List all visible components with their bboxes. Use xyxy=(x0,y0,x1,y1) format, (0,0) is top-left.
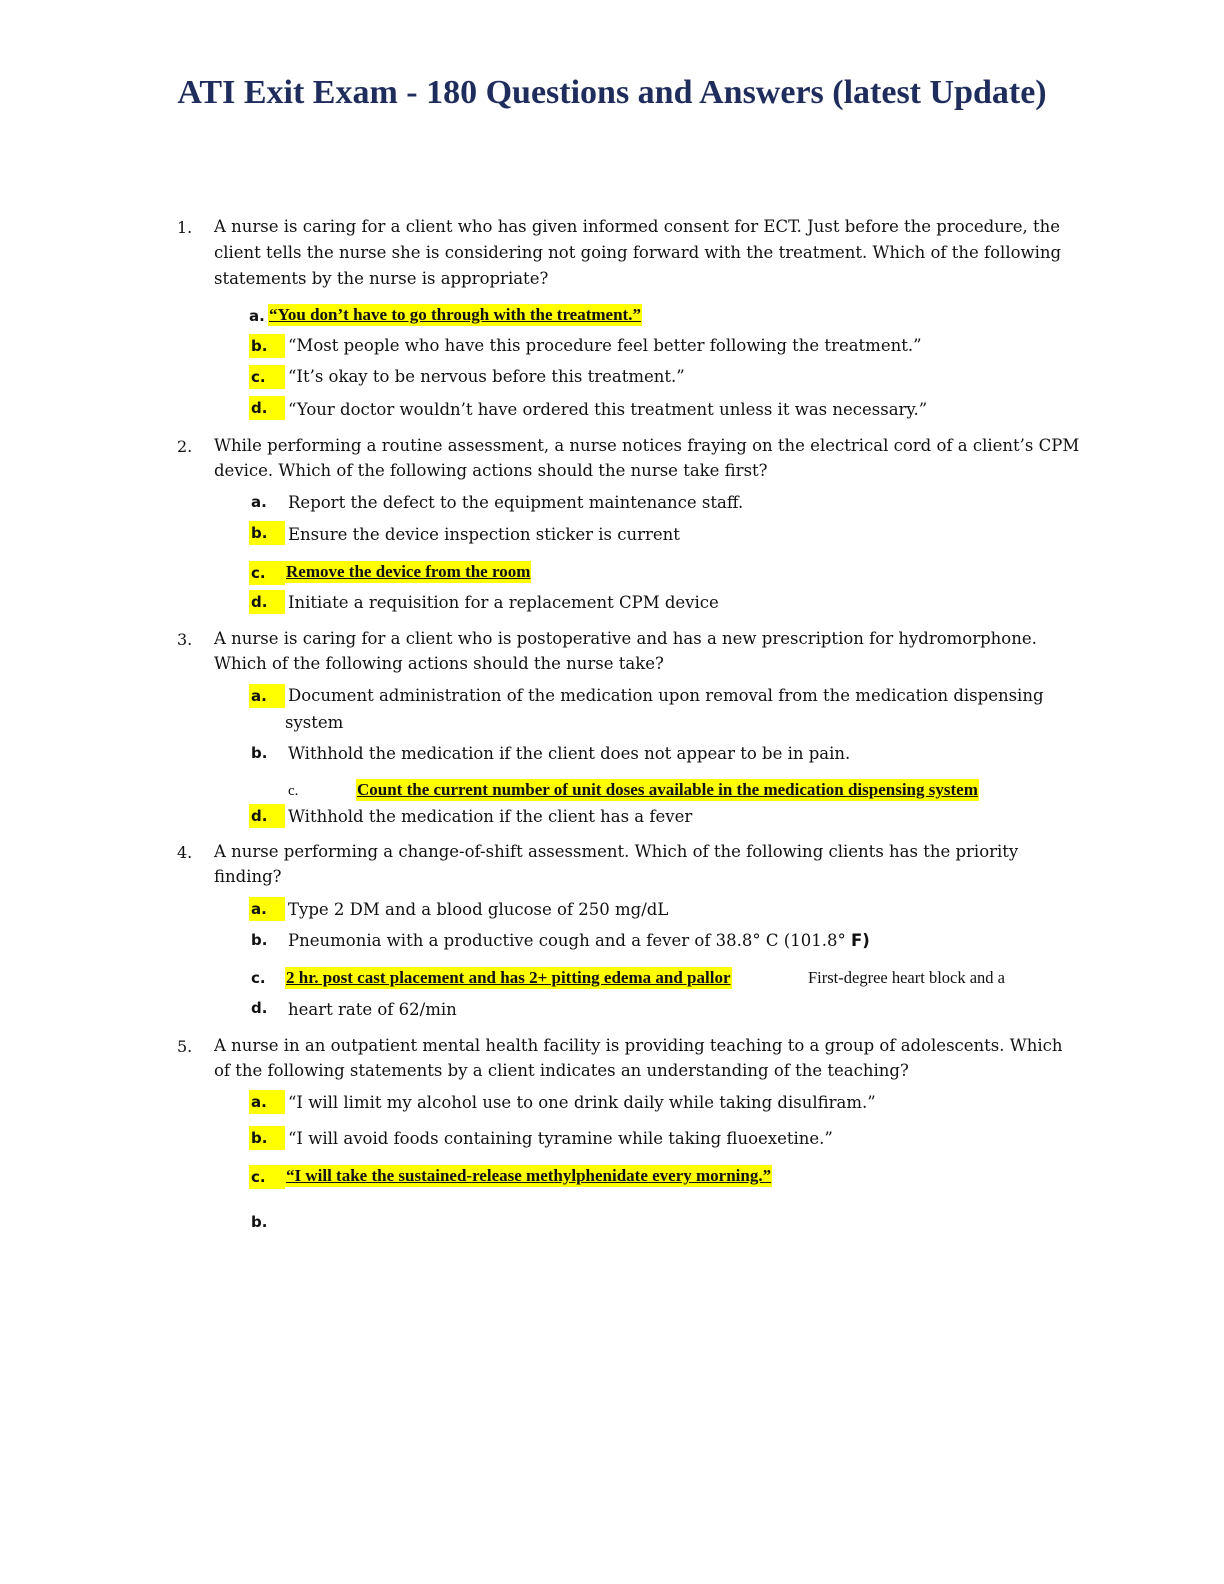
option-text: Report the defect to the equipment maintenance staff. xyxy=(288,493,744,512)
option-letter: b. xyxy=(251,931,268,949)
option-text: Withhold the medication if the client does not appear to be in pain. xyxy=(288,744,851,763)
option-letter: c. xyxy=(249,365,285,389)
option-letter: d. xyxy=(249,590,285,614)
option-text xyxy=(288,929,870,953)
option-letter: b. xyxy=(249,1126,285,1150)
question-text-line: A nurse is caring for a client who is postoperative and has a new prescription for hydromorphone. xyxy=(214,629,1037,648)
option-text: “It’s okay to be nervous before this treatment.” xyxy=(288,367,685,386)
correct-answer: “I will take the sustained-release methylphenidate every morning.” xyxy=(286,1166,772,1185)
option-text-bold: F) xyxy=(850,931,870,950)
option-letter: d. xyxy=(251,999,268,1017)
correct-answer: 2 hr. post cast placement and has 2+ pitting edema and pallor xyxy=(286,968,731,987)
correct-answer: “You don’t have to go through with the treatment.” xyxy=(269,305,641,324)
question-text-line: A nurse performing a change-of-shift assessment. Which of the following clients has the priority xyxy=(214,842,1019,861)
option-letter: c. xyxy=(249,561,285,585)
question-text-line: While performing a routine assessment, a nurse notices fraying on the electrical cord of a client’s CPM xyxy=(214,436,1080,455)
question-text-line: device. Which of the following actions should the nurse take first? xyxy=(214,461,768,480)
question-text-line: of the following statements by a client indicates an understanding of the teaching? xyxy=(214,1061,909,1080)
option-letter: a. xyxy=(251,493,267,511)
option-letter: d. xyxy=(249,396,285,420)
option-letter: a. xyxy=(249,897,285,921)
option-letter: c. xyxy=(288,783,299,799)
option-text: First-degree heart block and a xyxy=(808,968,1006,987)
option-letter: a. xyxy=(249,1090,285,1114)
question-number: 5. xyxy=(177,1037,193,1056)
question-text-line: A nurse is caring for a client who has given informed consent for ECT. Just before the procedure, the xyxy=(214,217,1061,236)
option-letter: c. xyxy=(249,1165,285,1189)
question-text-line: A nurse in an outpatient mental health facility is providing teaching to a group of adolescents. Which xyxy=(214,1036,1063,1055)
option-text: Document administration of the medication upon removal from the medication dispensing xyxy=(288,686,1044,705)
question-text-line: Which of the following actions should the nurse take? xyxy=(214,654,664,673)
option-text: “I will limit my alcohol use to one drink daily while taking disulfiram.” xyxy=(288,1093,876,1112)
question-number: 3. xyxy=(177,630,193,649)
question-text-line: client tells the nurse she is considering not going forward with the treatment. Which of the following xyxy=(214,243,1062,262)
option-text: Withhold the medication if the client has a fever xyxy=(288,807,693,826)
page-title: ATI Exit Exam - 180 Questions and Answers (latest Update) xyxy=(177,74,1047,111)
option-text: Ensure the device inspection sticker is current xyxy=(288,525,680,544)
option-letter: b. xyxy=(249,521,285,545)
option-text: system xyxy=(285,713,344,732)
question-text-line: finding? xyxy=(214,867,282,886)
option-text: Type 2 DM and a blood glucose of 250 mg/dL xyxy=(288,900,669,919)
option-letter: a. xyxy=(249,307,265,325)
option-letter: d. xyxy=(249,804,285,828)
option-text-main: Pneumonia with a productive cough and a fever of 38.8° C (101.8° xyxy=(288,931,846,950)
option-letter: c. xyxy=(251,969,266,987)
question-number: 2. xyxy=(177,437,193,456)
option-letter: b. xyxy=(251,1213,268,1231)
option-letter: a. xyxy=(249,684,285,708)
option-text: Initiate a requisition for a replacement CPM device xyxy=(288,593,719,612)
correct-answer: Count the current number of unit doses available in the medication dispensing system xyxy=(357,780,978,799)
option-text: heart rate of 62/min xyxy=(288,1000,457,1019)
correct-answer: Remove the device from the room xyxy=(286,562,531,581)
question-text-line: statements by the nurse is appropriate? xyxy=(214,269,549,288)
option-text: “I will avoid foods containing tyramine while taking fluoexetine.” xyxy=(288,1129,833,1148)
question-number: 4. xyxy=(177,843,193,862)
option-text: “Most people who have this procedure feel better following the treatment.” xyxy=(288,336,922,355)
option-letter: b. xyxy=(249,334,285,358)
option-letter: b. xyxy=(251,744,268,762)
question-number: 1. xyxy=(177,218,193,237)
option-text: “Your doctor wouldn’t have ordered this treatment unless it was necessary.” xyxy=(288,400,928,419)
